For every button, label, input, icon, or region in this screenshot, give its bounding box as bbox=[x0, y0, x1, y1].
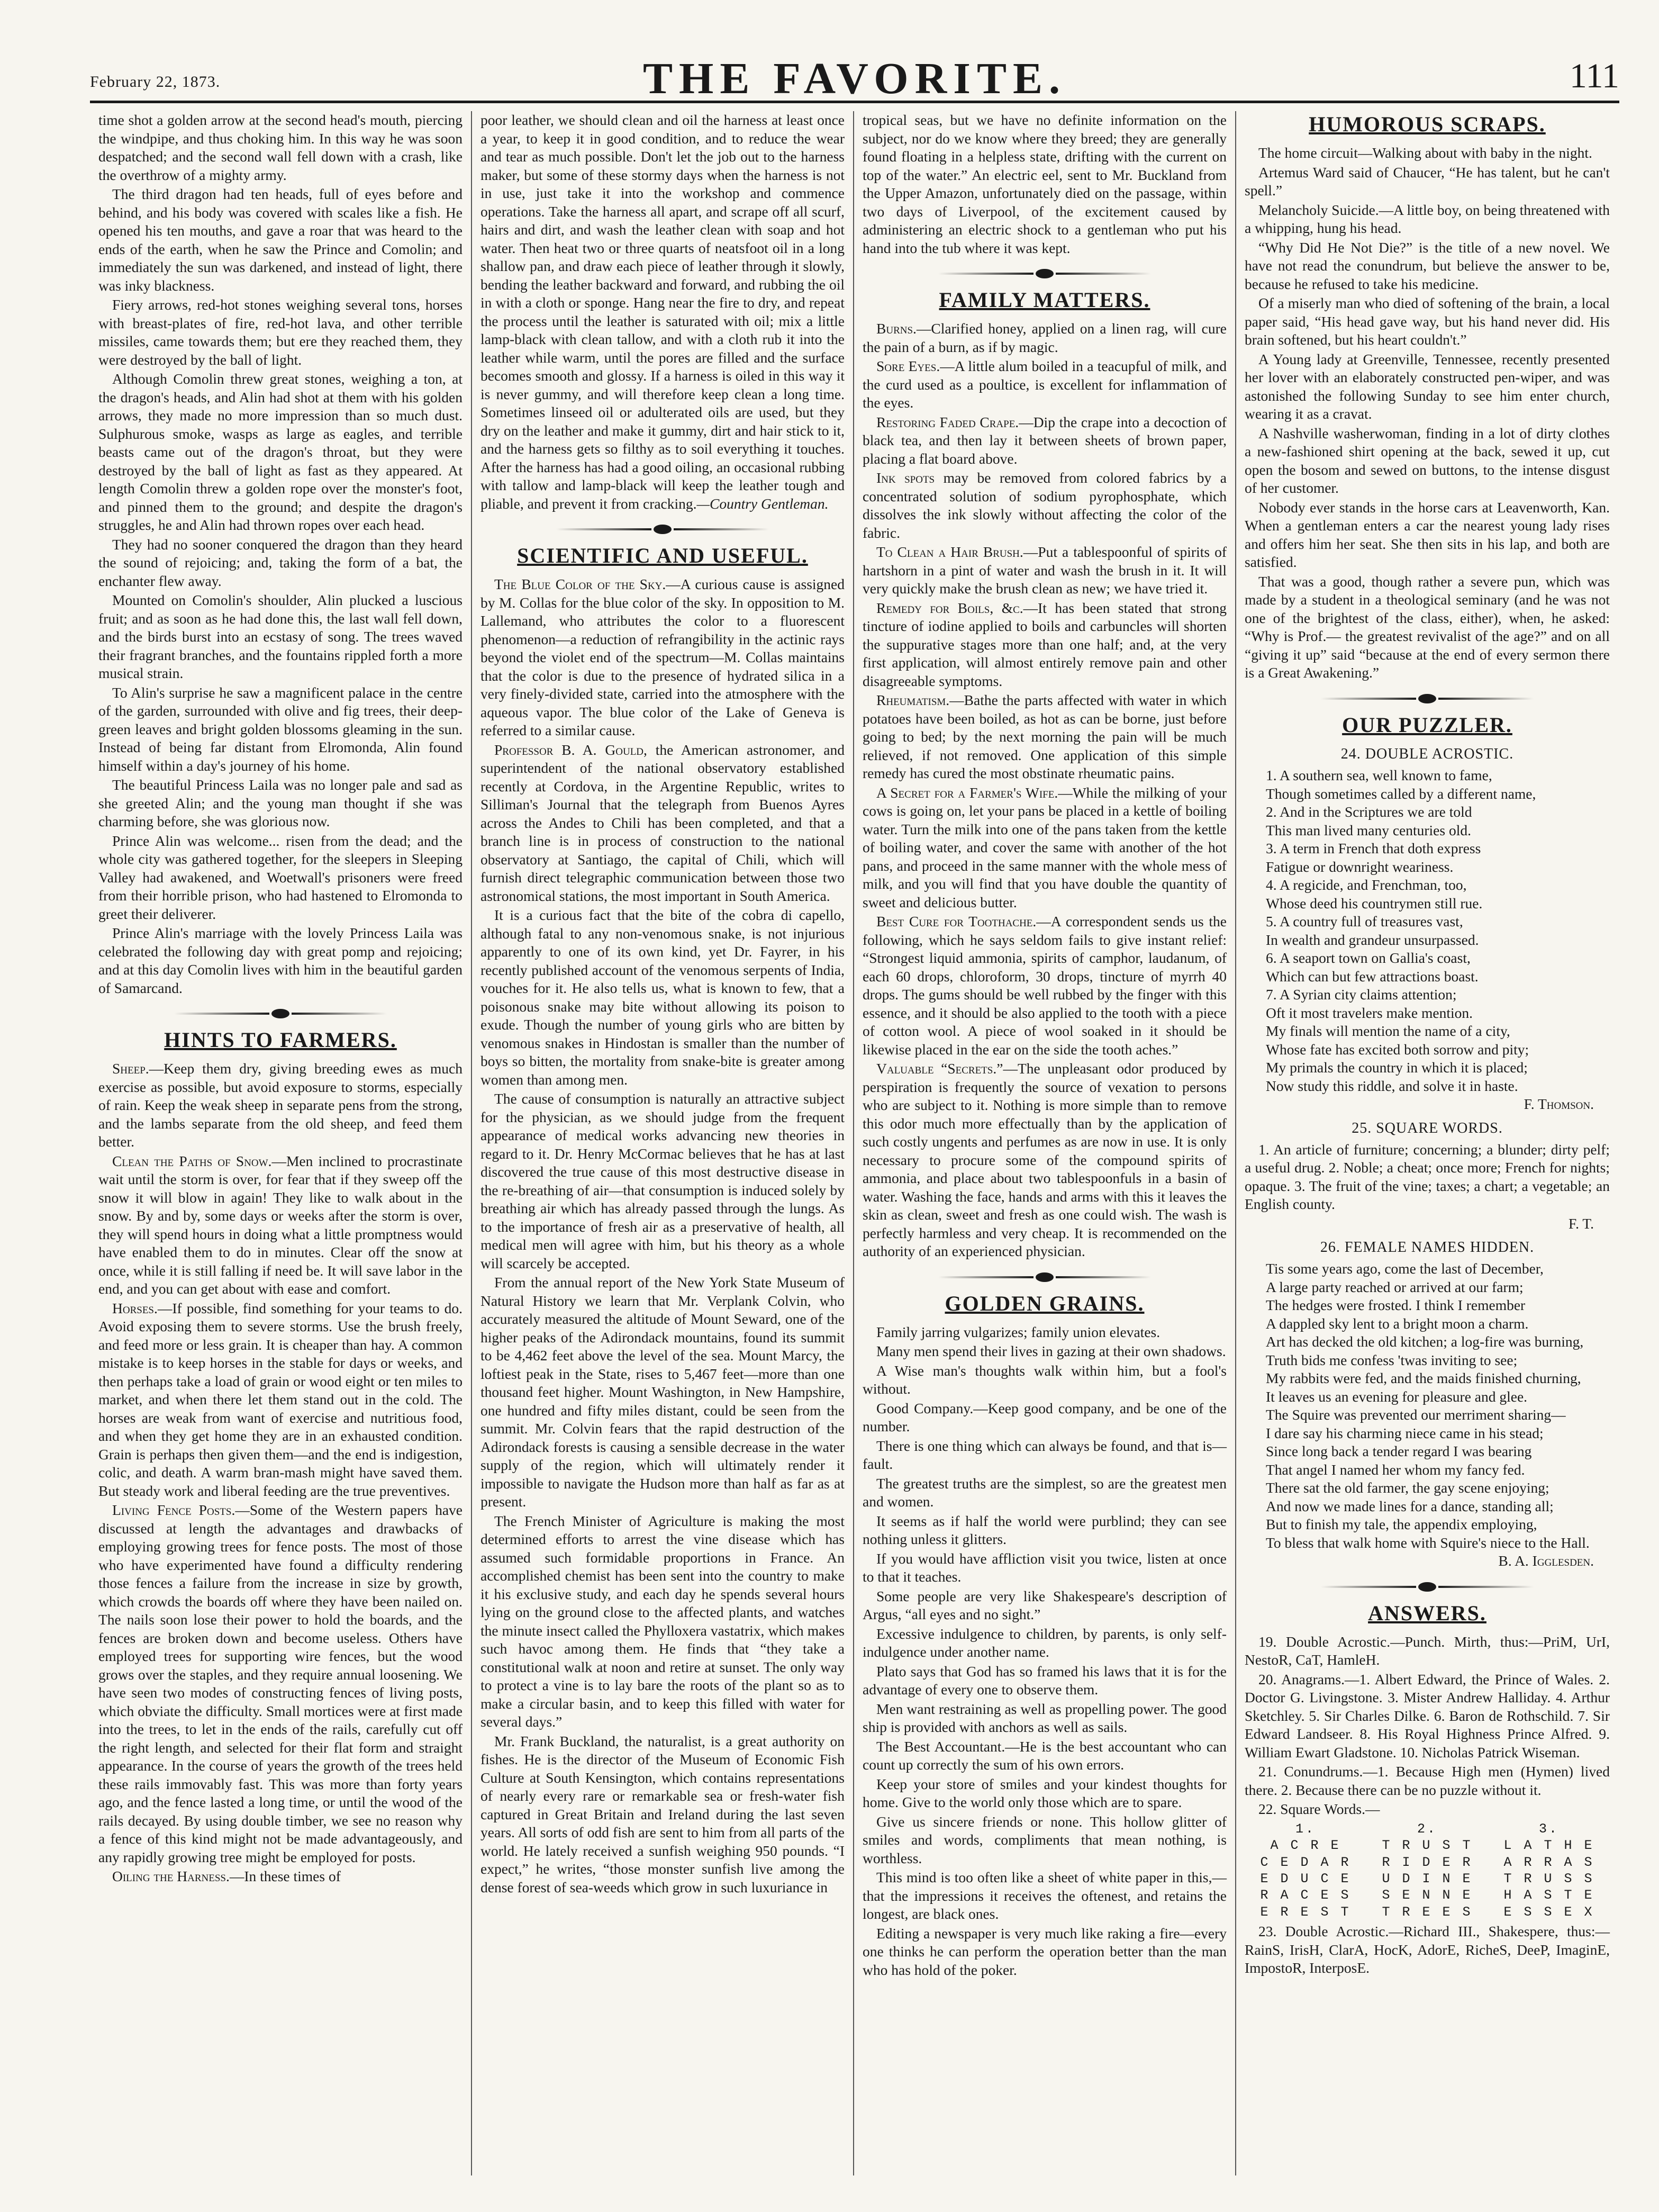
table-row bbox=[1245, 1854, 1610, 1871]
verse-line: The hedges were frosted. I think I remember bbox=[1266, 1297, 1526, 1314]
golden-grain: Family jarring vulgarizes; family union elevates. bbox=[876, 1323, 1161, 1340]
golden-grain: Editing a newspaper is very much like raking a fire—every one thinks he can perform the operation better than the man who has hold of the poker. bbox=[863, 1925, 1227, 1978]
verse-line: Art has decked the old kitchen; a log-fire was burning, bbox=[1266, 1333, 1584, 1350]
section-divider bbox=[1245, 1582, 1610, 1592]
square-words-head bbox=[1245, 1821, 1610, 1837]
article-boils bbox=[863, 599, 1227, 691]
table-cell: R A C E S bbox=[1260, 1888, 1351, 1903]
verse-line: And now we made lines for a dance, standing all; bbox=[1266, 1497, 1554, 1514]
golden-grain: The Best Accountant.—He is the best accountant who can count up correctly the sum of his own errors. bbox=[863, 1738, 1227, 1773]
golden-grain: If you would have affliction visit you twice, listen at once to that it teaches. bbox=[863, 1550, 1227, 1585]
table-cell: T R U S T bbox=[1382, 1838, 1473, 1854]
source-credit: —Country Gentleman. bbox=[696, 495, 829, 512]
puzzle-signature: F. Thomson. bbox=[1524, 1096, 1594, 1112]
table-header-cell: 3. bbox=[1538, 1821, 1559, 1837]
column-3 bbox=[854, 111, 1236, 2175]
golden-grain: Plato says that God has so framed his laws that it is for the advantage of every one to observe them. bbox=[863, 1663, 1227, 1698]
golden-grain: A Wise man's thoughts walk within him, but a fool's without. bbox=[863, 1362, 1227, 1397]
answer-21: 21. Conundrums.—1. Because High men (Hymen) lived there. 2. Because there can be no puzzle without it. bbox=[1245, 1763, 1610, 1798]
article-rheumatism bbox=[863, 691, 1227, 783]
verse-line: Though sometimes called by a different name, bbox=[1266, 785, 1536, 802]
body-text: —If possible, find something for your teams to do. Avoid exposing them to severe storms. Use the brush freely, and feed more or less grain. It is cheaper than hay. A common mistake is to keep horses in the stable for days or weeks, and then perhaps take a load of grain or wood eight or ten miles to market, and when there let them stand out in the cold. The horses are weak from want of exercise and nutritious food, and when they get home they are in an exhausted condition. Grain is perhaps then given them—and the end is indigestion, colic, and death. A warm bran-mash might have saved them. But steady work and liberal feeding are the true preventives. bbox=[98, 1299, 463, 1499]
story-paragraph: Prince Alin's marriage with the lovely Princess Laila was celebrated the following day with great pomp and rejoicing; and at this day Comolin lives with him in the beautiful garden of Samarcand. bbox=[98, 925, 463, 996]
table-cell: A R R A S bbox=[1503, 1854, 1594, 1870]
heading-hints-to-farmers: HINTS TO FARMERS. bbox=[164, 1028, 397, 1052]
humorous-scrap: Melancholy Suicide.—A little boy, on being threatened with a whipping, hung his head. bbox=[1245, 201, 1610, 237]
article-hair-brush bbox=[863, 543, 1227, 598]
story-paragraph: Although Comolin threw great stones, weighing a ton, at the dragon's heads, and Alin had shot at them with his golden arrows, they made no more impression than so much dust. Sulphurous smoke, wasps as large as eagles, and terrible beasts came out of the dragon's throat, but they were destroyed by the ball of light as fast as they appeared. At length Comolin threw a golden rope over the monster's foot, and pinned them to the ground; and despite the dragon's struggles, he and Alin had thrown ropes over each head. bbox=[98, 371, 463, 533]
heading-humorous-scraps: HUMOROUS SCRAPS. bbox=[1309, 112, 1546, 136]
issue-date: February 22, 1873. bbox=[90, 73, 221, 91]
square-words-body bbox=[1245, 1837, 1610, 1920]
lead-in: Clean the Paths of Snow. bbox=[112, 1152, 272, 1169]
verse-line: It leaves us an evening for pleasure and glee. bbox=[1266, 1388, 1528, 1405]
verse-line: 3. A term in French that doth express bbox=[1266, 840, 1481, 856]
verse-line: Which can but few attractions boast. bbox=[1266, 968, 1479, 985]
verse-line: My rabbits were fed, and the maids finished churning, bbox=[1266, 1370, 1581, 1387]
verse-line: 1. A southern sea, well known to fame, bbox=[1266, 767, 1492, 783]
body-text: —Some of the Western papers have discussed at length the advantages and drawbacks of employing growing trees for fence posts. The most of those who have experimented have found a difficulty rendering those fences a failure from the increase in size by growth, which crowds the boards off where they have been nailed on. The nails soon lose their power to hold the boards, and the fences are broken down and become useless. Others have employed trees for supporting wire fences, but the wood grows over the staples, and they require annual loosening. We have seen two modes of constructing fences of living posts, which obviate the difficulty. Small mortices were at first made into the trees, to let in the ends of the rails, carefully cut off the right length, and selected for their flat form and straight appearance. In the course of years the growth of the trees held these rails immovably fast. This was more than forty years ago, and the fence lasted a long time, or until the wood of the rails decayed. By using double timber, we see no reason why a fence of this kind might not be made advantageously, and any rapidly growing tree might be employed for posts. bbox=[98, 1502, 463, 1865]
body-text: may be removed from colored fabrics by a concentrated solution of sodium pyrophosphate, which dissolves the ink slowly without affecting the color of the fabric. bbox=[863, 470, 1227, 541]
section-divider bbox=[481, 525, 845, 534]
section-divider bbox=[98, 1009, 463, 1018]
section-divider bbox=[863, 1272, 1227, 1282]
verse-line: 2. And in the Scriptures we are told bbox=[1266, 803, 1472, 820]
lead-in: Living Fence Posts. bbox=[112, 1502, 235, 1519]
body-text: —It has been stated that strong tincture of iodine applied to boils and carbuncles will shorten the suppurative stages more than one half; and, at the very first application, will almost entirely remove pain and other disagreeable symptoms. bbox=[863, 599, 1227, 689]
verse-line: Whose deed his countrymen still rue. bbox=[1266, 895, 1483, 911]
table-cell: T R U S S bbox=[1503, 1871, 1594, 1887]
golden-grain: Some people are very like Shakespeare's description of Argus, “all eyes and no sight.” bbox=[863, 1587, 1227, 1623]
verse-line: 6. A seaport town on Gallia's coast, bbox=[1266, 950, 1471, 966]
article-crape bbox=[863, 413, 1227, 468]
table-cell: E S S E X bbox=[1503, 1904, 1594, 1920]
table-row bbox=[1245, 1871, 1610, 1887]
newspaper-page bbox=[90, 37, 1619, 2186]
article-ink-spots bbox=[863, 469, 1227, 542]
golden-grain: The greatest truths are the simplest, so are the greatest men and women. bbox=[863, 1475, 1227, 1510]
table-cell: A C R E bbox=[1270, 1838, 1341, 1854]
table-row bbox=[1245, 1887, 1610, 1903]
heading-our-puzzler: OUR PUZZLER. bbox=[1342, 712, 1512, 737]
verse-line: In wealth and grandeur unsurpassed. bbox=[1266, 931, 1479, 948]
puzzle-25-title: 25. SQUARE WORDS. bbox=[1352, 1119, 1503, 1136]
verse-line: That angel I named her whom my fancy fed. bbox=[1266, 1461, 1525, 1478]
page-number: 111 bbox=[1569, 57, 1619, 95]
lead-in: Horses. bbox=[112, 1299, 158, 1316]
lead-in: Ink spots bbox=[876, 470, 935, 486]
table-cell: H A S T E bbox=[1503, 1888, 1594, 1903]
table-row bbox=[1245, 1837, 1610, 1854]
verse-line: Fatigue or downright weariness. bbox=[1266, 858, 1454, 875]
humorous-scrap: A Young lady at Greenville, Tennessee, recently presented her lover with an elaborately constructed pen-wiper, and was astonished the following Sunday to see him enter church, wearing it as a cravat. bbox=[1245, 350, 1610, 422]
article-toothache bbox=[863, 913, 1227, 1059]
verse-line: A large party reached or arrived at our farm; bbox=[1266, 1278, 1524, 1295]
lead-in: Sheep. bbox=[112, 1060, 149, 1077]
lead-in: Remedy for Boils, &c. bbox=[876, 599, 1023, 616]
golden-grain: There is one thing which can always be found, and that is—fault. bbox=[863, 1437, 1227, 1473]
puzzle-24-verse bbox=[1245, 766, 1610, 1095]
table-cell: T R E E S bbox=[1382, 1904, 1473, 1920]
humorous-scrap: That was a good, though rather a severe pun, which was made by a student in a theological seminary (and he was not one of the brightest of the class, either), when, he asked: “Why is Prof.— the greatest revivalist of the age?” and on all “giving it up” said “because at the end of every sermon there is a Great Awakening.” bbox=[1245, 573, 1610, 681]
table-cell: C E D A R bbox=[1260, 1854, 1351, 1870]
article-oiling-harness bbox=[98, 1867, 463, 1886]
article-valuable-secrets bbox=[863, 1060, 1227, 1261]
article-farmers-wife bbox=[863, 784, 1227, 912]
golden-grain: It seems as if half the world were purblind; they can see nothing unless it glitters. bbox=[863, 1512, 1227, 1548]
verse-line: I dare say his charming niece came in his stead; bbox=[1266, 1424, 1544, 1441]
humorous-scrap: The home circuit—Walking about with baby in the night. bbox=[1258, 145, 1592, 161]
answer-22: 22. Square Words.— bbox=[1258, 1801, 1380, 1818]
story-paragraph: To Alin's surprise he saw a magnificent palace in the centre of the garden, surrounded with olive and fig trees, their deep-green leaves and bright golden blossoms gleaming in the sun. Instead of being far distant from Elromonda, Alin found himself within a day's journey of his home. bbox=[98, 684, 463, 774]
golden-grain: Excessive indulgence to children, by parents, is only self-indulgence under another name. bbox=[863, 1625, 1227, 1660]
table-header-cell: 2. bbox=[1417, 1821, 1437, 1837]
verse-line: This man lived many centuries old. bbox=[1266, 821, 1471, 838]
verse-line: Truth bids me confess 'twas inviting to see; bbox=[1266, 1351, 1518, 1368]
story-paragraph: time shot a golden arrow at the second head's mouth, piercing the windpipe, and thus choking him. In this way he was soon despatched; and the second wall fell down with a crash, like the overthrow of a mighty army. bbox=[98, 112, 463, 183]
golden-grain: Good Company.—Keep good company, and be one of the number. bbox=[863, 1400, 1227, 1435]
body-text: —Dip the crape into a decoction of black tea, and then lay it between sheets of brown paper, placing a flat board above. bbox=[863, 413, 1227, 467]
story-paragraph: Fiery arrows, red-hot stones weighing several tons, horses with breast-plates of fire, red-hot lava, and other terrible missiles, came towards them; but ere they reached them, they were destroyed by the ball of light. bbox=[98, 296, 463, 368]
article-sheep bbox=[98, 1060, 463, 1151]
story-paragraph: The third dragon had ten heads, full of eyes before and behind, and his body was covered with scales like a fish. He opened his ten mouths, and gave a roar that was heard to the ends of the earth, when he saw the Prince and Comolin; and immediately the sun was darkened, and instead of light, there was inky blackness. bbox=[98, 186, 463, 294]
article-consumption: The cause of consumption is naturally an attractive subject for the physician, as we should judge from the frequent appearance of medical works advancing new theories in regard to it. Dr. Henry McCormac believes that he has at last discovered the true cause of this most destructive disease in the re-breathing of air—that consumption is induced solely by breathing air which has already passed through the lungs. As to the importance of fresh air as a preservative of health, all medical men will agree with him, but his theory as a whole will scarcely be accepted. bbox=[481, 1090, 845, 1271]
verse-line: 5. A country full of treasures vast, bbox=[1266, 913, 1463, 929]
answer-20: 20. Anagrams.—1. Albert Edward, the Prince of Wales. 2. Doctor G. Livingstone. 3. Mister Andrew Halliday. 4. Arthur Sketchley. 5. Sir Charles Dilke. 6. Baron de Rothschild. 7. Sir Edward Landseer. 8. His Royal Highness Prince Alfred. 9. William Ewart Gladstone. 10. Nicholas Patrick Wiseman. bbox=[1245, 1671, 1610, 1760]
verse-line: But to finish my tale, the appendix employing, bbox=[1266, 1516, 1537, 1533]
body-text: —Men inclined to procrastinate wait until the storm is over, for fear that if they sweep off the snow it will blow in again! They like to walk about in the snow. By and by, some days or weeks after the storm is over, they will spend hours in doing what a little promptness would have enabled them to do in minutes. Clear off the snow at once, while it is still falling if need be. It will save labor in the end, and you can get about with ease and comfort. bbox=[98, 1152, 463, 1297]
table-header-cell: 1. bbox=[1295, 1821, 1316, 1837]
heading-answers: ANSWERS. bbox=[1368, 1601, 1486, 1625]
table-cell: U D I N E bbox=[1382, 1871, 1473, 1887]
section-divider bbox=[1245, 694, 1610, 703]
square-words-table bbox=[1245, 1821, 1610, 1920]
story-paragraph: They had no sooner conquered the dragon than they heard the sound of rejoicing; and, taking the form of a bat, the enchanter flew away. bbox=[98, 536, 463, 589]
lead-in: The Blue Color of the Sky. bbox=[494, 576, 666, 593]
verse-line: Since long back a tender regard I was bearing bbox=[1266, 1443, 1532, 1460]
puzzle-26-title: 26. FEMALE NAMES HIDDEN. bbox=[1320, 1239, 1535, 1256]
body-text: —In these times of bbox=[229, 1868, 341, 1885]
table-cell: E D U C E bbox=[1260, 1871, 1351, 1887]
table-cell: S E N N E bbox=[1382, 1888, 1473, 1903]
lead-in: To Clean a Hair Brush. bbox=[876, 544, 1023, 561]
article-burns bbox=[863, 320, 1227, 356]
story-paragraph: The beautiful Princess Laila was no longer pale and sad as she greeted Alin; and the young man thought if she was charming before, she was glorious now. bbox=[98, 777, 463, 829]
humorous-scrap: Of a miserly man who died of softening of the brain, a local paper said, “His head gave way, but his hand never did. His brain softened, but his heart couldn't.” bbox=[1245, 295, 1610, 348]
verse-line: 4. A regicide, and Frenchman, too, bbox=[1266, 877, 1467, 893]
heading-golden-grains: GOLDEN GRAINS. bbox=[945, 1291, 1145, 1315]
verse-line: Whose fate has excited both sorrow and pity; bbox=[1266, 1041, 1529, 1058]
article-buckland: Mr. Frank Buckland, the naturalist, is a great authority on fishes. He is the director of the Museum of Economic Fish Culture at South Kensington, which contains representations of nearly every rare or remarkable sea or fresh-water fish captured in Great Britain and Ireland during the last seven years. All sorts of odd fish are sent to him from all parts of the world. He lately received a sunfish weighing 950 pounds. “I expect,” he writes, “those monster sunfish live among the dense forest of sea-weeds which grow in such luxuriance in bbox=[481, 1732, 845, 1895]
verse-line: Now study this riddle, and solve it in haste. bbox=[1266, 1077, 1518, 1094]
lead-in: Oiling the Harness. bbox=[112, 1868, 230, 1885]
masthead bbox=[90, 37, 1619, 103]
lead-in: Professor B. A. Gould, bbox=[494, 741, 647, 758]
heading-scientific-and-useful: SCIENTIFIC AND USEFUL. bbox=[517, 544, 808, 567]
lead-in: Rheumatism. bbox=[876, 692, 950, 709]
body-text: —Put a tablespoonful of spirits of hartshorn in a pint of water and wash the brush in it. It will very quickly make the brush clean as new; we have tried it. bbox=[863, 544, 1227, 597]
article-sore-eyes bbox=[863, 357, 1227, 412]
body-text: —Bathe the parts affected with water in which potatoes have been boiled, as hot as can be borne, just before going to bed; by the next morning the pain will be much relieved, if not removed. One application of this simple remedy has cured the most obstinate rheumatic pains. bbox=[863, 692, 1227, 782]
verse-line: There sat the old farmer, the gay scene enjoying; bbox=[1266, 1479, 1549, 1496]
lead-in: Sore Eyes. bbox=[876, 358, 940, 375]
body-text: —The unpleasant odor produced by perspiration is frequently the source of vexation to persons who are subject to it. Nothing is more simple than to remove this odor much more effectually than by the application of such costly ungents and perfumes as are now in use. It is only necessary to procure some of the compound spirits of ammonia, and place about two tablespoonfuls in a basin of water. Washing the face, hands and arms with this it leaves the skin as clean, sweet and fresh as one could wish. The wash is perfectly harmless and very cheap. It is recommended on the authority of an experienced physician. bbox=[863, 1060, 1227, 1260]
golden-grain: Men want restraining as well as propelling power. The good ship is provided with anchors as well as sails. bbox=[863, 1700, 1227, 1736]
humorous-scrap: A Nashville washerwoman, finding in a lot of dirty clothes a new-fashioned shirt opening at the back, sewed it up, cut open the bosom and sewed on buttons, to the intense disgust of her customer. bbox=[1245, 425, 1610, 496]
story-paragraph: Mounted on Comolin's shoulder, Alin plucked a luscious fruit; and as soon as he had done this, the last wall fell down, and the birds burst into an ecstasy of song. The trees waved their fragrant branches, and the fountains rippled forth a more musical strain. bbox=[98, 592, 463, 681]
puzzle-24-title: 24. DOUBLE ACROSTIC. bbox=[1340, 745, 1514, 762]
golden-grain: Many men spend their lives in gazing at their own shadows. bbox=[876, 1343, 1226, 1360]
body-text: —Keep them dry, giving breeding ewes as much exercise as possible, but avoid exposure to storms, especially of rain. Keep the weak sheep in separate pens from the strong, and the lambs separate from the old sheep, and feed them better. bbox=[98, 1060, 463, 1150]
puzzle-26-verse bbox=[1245, 1260, 1610, 1552]
humorous-scrap: Artemus Ward said of Chaucer, “He has talent, but he can't spell.” bbox=[1245, 164, 1610, 199]
column-1 bbox=[90, 111, 472, 2175]
columns bbox=[90, 111, 1619, 2175]
story-paragraph: Prince Alin was welcome... risen from the dead; and the whole city was gathered together, for the sleepers in Sleeping Valley had awakened, and Woetwall's prisoners were freed from their horrible prison, who had hastened to Elromonda to greet their deliverer. bbox=[98, 832, 463, 922]
article-buckland-continued: tropical seas, but we have no definite information on the subject, nor do we know where they breed; they are generally found floating in a helpless state, drifting with the current on top of the water.” An electric eel, sent to Mr. Buckland from the Upper Amazon, unfortunately died on the passage, within two days of Liverpool, of the excitement caused by administering an electric shock to a gentleman who put his hand into the tub where it was kept. bbox=[863, 112, 1227, 256]
verse-line: Tis some years ago, come the last of December, bbox=[1266, 1260, 1544, 1277]
verse-line: My finals will mention the name of a city, bbox=[1266, 1023, 1510, 1039]
body-text: —A curious cause is assigned by M. Collas for the blue color of the sky. In opposition to M. Lallemand, who attributes the color to a fluorescent phenomenon—a reduction of refrangibility in the actinic rays beyond the violet end of the spectrum—M. Collas maintains that the color is due to the presence of hydrated silica in a very finely-divided state, carried into the atmosphere with the aqueous vapor. The blue color of the Lake of Geneva is referred to a similar cause. bbox=[481, 576, 845, 739]
table-cell: R I D E R bbox=[1382, 1854, 1473, 1870]
puzzle-25-text: 1. An article of furniture; concerning; a blunder; dirty pelf; a useful drug. 2. Noble; a cheat; once more; French for nights; opaque. 3. The fruit of the vine; taxes; a chart; a vegetable; an English county. bbox=[1245, 1141, 1610, 1213]
lead-in: Valuable “Secrets.” bbox=[876, 1060, 1003, 1077]
humorous-scrap: “Why Did He Not Die?” is the title of a new novel. We have not read the conundrum, but believe the answer to be, because he refused to take his medicine. bbox=[1245, 239, 1610, 292]
body-text: poor leather, we should clean and oil the harness at least once a year, to keep it in good condition, and to reduce the wear and tear as much possible. Don't let the job out to the harness maker, but some of these stormy days when the harness is not in use, just take it into the workshop and commence operations. Take the harness all apart, and scrape off all scurf, hairs and dirt, and wash the leather clean with soap and hot water. Then heat two or three quarts of neatsfoot oil in a long shallow pan, and draw each piece of leather through it slowly, bending the leather backward and forward, and rubbing the oil in with a cloth or sponge. Hang near the fire to dry, and repeat the process until the leather is saturated with oil; mix a little lamp-black with clean tallow, and with a cloth rub it into the leather while warm, until the pores are filled and the surface becomes smooth and glossy. If a harness is oiled in this way it is never gummy, and will therefore keep clean a long time. Sometimes linseed oil or adulterated oils are used, but they dry on the leather and make it gummy, dirt and hair stick to it, and the harness gets so filthy as to soil everything it touches. After the harness has had a good oiling, an occasional rubbing with tallow and lamp-black will keep the leather tough and pliable, and prevent it from cracking. bbox=[481, 112, 845, 512]
verse-line: My primals the country in which it is placed; bbox=[1266, 1059, 1528, 1076]
verse-line: Oft it most travelers make mention. bbox=[1266, 1004, 1473, 1021]
body-text: —Clarified honey, applied on a linen rag, will cure the pain of a burn, as if by magic. bbox=[863, 320, 1227, 355]
column-2 bbox=[472, 111, 854, 2175]
newspaper-title: THE FAVORITE. bbox=[642, 54, 1067, 103]
article-museum: From the annual report of the New York State Museum of Natural History we learn that Mr. Verplank Colvin, who accurately measured the altitude of Mount Seward, one of the higher peaks of the Adirondack mountains, found its summit to be 4,462 feet above the level of the sea. Mount Marcy, the loftiest peak in the State, rises to 5,467 feet—more than one thousand feet higher. Mount Washington, in New Hampshire, one hundred and fifty miles distant, could be seen from the summit. Mr. Colvin fears that the rapid destruction of the Adirondack forests is causing a sensible decrease in the water supply of the region, which will ultimately render it impossible to navigate the Hudson more than half as far as at present. bbox=[481, 1274, 845, 1510]
golden-grain: This mind is too often like a sheet of white paper in this,—that the impressions it receives the oftenest, and retains the longest, are black ones. bbox=[863, 1869, 1227, 1922]
humorous-scrap: Nobody ever stands in the horse cars at Leavenworth, Kan. When a gentleman enters a car the nearest young lady rises and offers him her seat. She then sits in his lap, and both are satisfied. bbox=[1245, 499, 1610, 571]
table-cell: E R E S T bbox=[1260, 1904, 1351, 1920]
body-text: —While the milking of your cows is going on, let your pans be placed in a kettle of boiling water. Turn the milk into one of the pans taken from the kettle of boiling water, and cover the same with another of the hot pans, and proceed in the same manner with the whole mess of milk, and you will find that you have double the quantity of sweet and delicious butter. bbox=[863, 784, 1227, 910]
article-fence-posts bbox=[98, 1501, 463, 1866]
section-divider bbox=[863, 269, 1227, 278]
article-sky-color bbox=[481, 575, 845, 740]
golden-grain: Keep your store of smiles and your kindest thoughts for home. Give to the world only those which are to spare. bbox=[863, 1775, 1227, 1811]
article-gould bbox=[481, 741, 845, 906]
article-oiling-continued bbox=[481, 111, 845, 513]
body-text: —A little alum boiled in a teacupful of milk, and the curd used as a poultice, is excellent for inflammation of the eyes. bbox=[863, 358, 1227, 411]
body-text: the American astronomer, and superintendent of the national observatory established recently at Cordova, in the Argentine Republic, writes to Silliman's Journal that the telegraph from Buenos Ayres across the Andes to Chili has been completed, and that a branch line is in process of construction to the national observatory at Santiago, the capital of Chili, which will furnish direct telegraphic communication between those two astronomical stations, the most important in South America. bbox=[481, 741, 845, 904]
body-text: —A correspondent sends us the following, which he says seldom fails to give instant relief: “Strongest liquid ammonia, spirits of camphor, laudanum, of each 60 drops, chloroform, 30 drops, tincture of myrrh 40 drops. The gums should be well rubbed by the finger with this essence, and it should be also applied to the tooth with a piece of cotton wool. A piece of wool soaked in it should be likewise placed in the ear on the side the tooth aches.” bbox=[863, 913, 1227, 1058]
puzzle-signature: F. T. bbox=[1569, 1215, 1594, 1232]
article-snow bbox=[98, 1152, 463, 1298]
verse-line: The Squire was prevented our merriment sharing— bbox=[1266, 1406, 1566, 1423]
puzzle-signature: B. A. Igglesden. bbox=[1498, 1552, 1594, 1569]
heading-family-matters: FAMILY MATTERS. bbox=[939, 288, 1150, 312]
column-4 bbox=[1236, 111, 1618, 2175]
verse-line: A dappled sky lent to a bright moon a charm. bbox=[1266, 1315, 1529, 1332]
lead-in: Restoring Faded Crape. bbox=[876, 413, 1019, 430]
table-cell: L A T H E bbox=[1503, 1838, 1594, 1854]
article-french-minister: The French Minister of Agriculture is making the most determined efforts to arrest the vine disease which has assumed such formidable proportions in France. An accomplished chemist has been sent into the country to make it his exclusive study, and each day he spends several hours lying on the ground close to the affected plants, and watches the minute insect called the Phylloxera vastatrix, which makes such havoc among them. He finds that “they take a constitutional walk at noon and retire at sunset. The only way to protect a vine is to lay bare the roots of the plant so as to make a circular basin, and to keep this filled with water for several days.” bbox=[481, 1512, 845, 1730]
article-cobra: It is a curious fact that the bite of the cobra di capello, although fatal to any non-venomous snake, is not injurious apparently to one of its own kind, yet Dr. Fayrer, in his recently published account of the venomous serpents of India, vouches for it. He also tells us, what is known to few, that a poisonous snake may bite without allowing its poison to exude. Though the number of young girls who are bitten by venomous snakes in Hindostan is smaller than the number of boys so bitten, the mortality from snake-bite is greater among women than among men. bbox=[481, 907, 845, 1088]
golden-grain: Give us sincere friends or none. This hollow glitter of smiles and words, compliments that mean nothing, is worthless. bbox=[863, 1813, 1227, 1866]
answer-19: 19. Double Acrostic.—Punch. Mirth, thus:—PriM, UrI, NestoR, CaT, HamleH. bbox=[1245, 1633, 1610, 1668]
lead-in: Best Cure for Toothache. bbox=[876, 913, 1037, 930]
verse-line: 7. A Syrian city claims attention; bbox=[1266, 986, 1457, 1003]
article-horses bbox=[98, 1299, 463, 1501]
lead-in: Burns. bbox=[876, 320, 917, 337]
lead-in: A Secret for a Farmer's Wife. bbox=[876, 784, 1058, 801]
answer-23: 23. Double Acrostic.—Richard III., Shakespere, thus:—RainS, IrisH, ClarA, HocK, AdorE, RicheS, DeeP, ImaginE, ImpostoR, InterposE. bbox=[1245, 1923, 1610, 1976]
table-row bbox=[1245, 1904, 1610, 1920]
verse-line: To bless that walk home with Squire's niece to the Hall. bbox=[1266, 1534, 1590, 1551]
